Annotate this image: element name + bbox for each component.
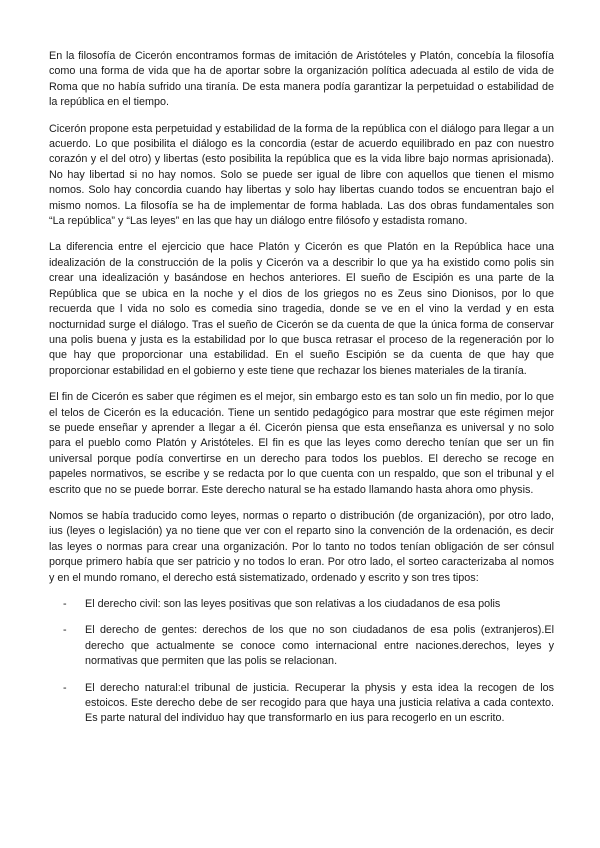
document-page [49, 49, 554, 738]
list-item-text: El derecho civil: son las leyes positivas que son relativas a los ciudadanos de esa polis [85, 598, 501, 610]
list-bullet: - [63, 598, 67, 610]
derecho-types-list [49, 597, 554, 727]
list-item-text: El derecho de gentes: derechos de los que no son ciudadanos de esa polis (extranjeros).El derecho que actualmente se conoce como internacional entre naciones.derechos, leyes y normativas que permiten que las polis se relacionan. [85, 624, 554, 668]
list-item [49, 681, 554, 727]
paragraph-fin-ciceron: El fin de Cicerón es saber que régimen es el mejor, sin embargo esto es tan solo un fin medio, por lo que el telos de Cicerón es la educación. Tiene un sentido pedagógico para mostrar que este régimen mejor se puede enseñar y aprender a llegar a él. Cicerón piensa que esta enseñanza es universal y no solo para el pueblo como Platón y Aristóteles. El fin es que las leyes como derecho tenían que ser un fin universal porque podía convertirse en un derecho para todos los pueblos. El derecho se recoge en papeles normativos, se escribe y se redacta por lo que cuenta con un respaldo, que son el tribunal y el escrito que no se puede borrar. Este derecho natural se ha estado llamando hasta ahora omo physis. [49, 391, 554, 496]
list-item [49, 623, 554, 669]
paragraph-intro: En la filosofía de Cicerón encontramos formas de imitación de Aristóteles y Platón, concebía la filosofía como una forma de vida que ha de aportar sobre la organización política adecuada al estilo de vida de Roma que no había sufrido una tiranía. De esta manera podía garantizar la perpetuidad o estabilidad de la república en el tiempo. [49, 50, 554, 109]
list-item-text: El derecho natural:el tribunal de justicia. Recuperar la physis y esta idea la recogen de los estoicos. Este derecho debe de ser recogido para que haya una justicia relativa a cada contexto. Es parte natural del individuo hay que transformarlo en ius para recogerlo en un escrito. [85, 681, 554, 725]
list-bullet: - [63, 681, 67, 694]
paragraph-platon-ciceron: La diferencia entre el ejercicio que hace Platón y Cicerón es que Platón en la República hace una idealización de la construcción de la polis y Cicerón va a describir lo que ya ha existido como polis sin crear una idealización y basándose en hechos anteriores. El sueño de Escipión es una parte de la República que se ubica en la noche y el dios de los griegos no es Zeus sino Dionisos, por lo que recuerda que l vida no solo es comedia sino tragedia, donde se ve en el vino la verdad y en esta nocturnidad surge el diálogo. Tras el sueño de Cicerón se da cuenta de que la única forma de conservar una polis buena y justa es la estabilidad por lo que busca retrasar el proceso de la regeneración por lo que hay que proporcionar una estabilidad. En el sueño Escipión se da cuenta de que hay que proporcionar estabilidad en el gobierno y este tiene que rechazar los bienes materiales de la tiranía. [49, 241, 554, 377]
list-bullet: - [63, 624, 67, 637]
paragraph-nomos: Nomos se había traducido como leyes, normas o reparto o distribución (de organización), por otro lado, ius (leyes o legislación) ya no tiene que ver con el reparto sino la convención de la ordenación, es decir las leyes o normas para crear una organización. Por lo tanto no todos tenían obligación de ser cónsul porque primero había que ser patricio y no todos lo eran. Por otro lado, el sorteo caracterizaba al nomos y en el mundo romano, el derecho está sistematizado, ordenado y escrito y son tres tipos: [49, 509, 554, 584]
paragraph-dialogue: Cicerón propone esta perpetuidad y estabilidad de la forma de la república con el diálogo para llegar a un acuerdo. Lo que posibilita el diálogo es la concordia (estar de acuerdo equilibrado en paz con nuestro corazón y el del otro) y libertas (esto posibilita la república que es la vida libre bajo normas aprisionada). No hay libertad si no hay nomos. Solo se puede ser igual de libre con aquellos que tienen el mismo nomos. Solo hay concordia cuando hay libertas y solo hay libertas cuando todos se encuentran bajo el mismo nomos. La filosofía se ha de implementar de forma hablada. Las dos obras fundamentales son “La república” y “Las leyes” en las que hay un diálogo entre filósofo y estadista romano. [49, 122, 554, 228]
list-item [49, 597, 554, 612]
